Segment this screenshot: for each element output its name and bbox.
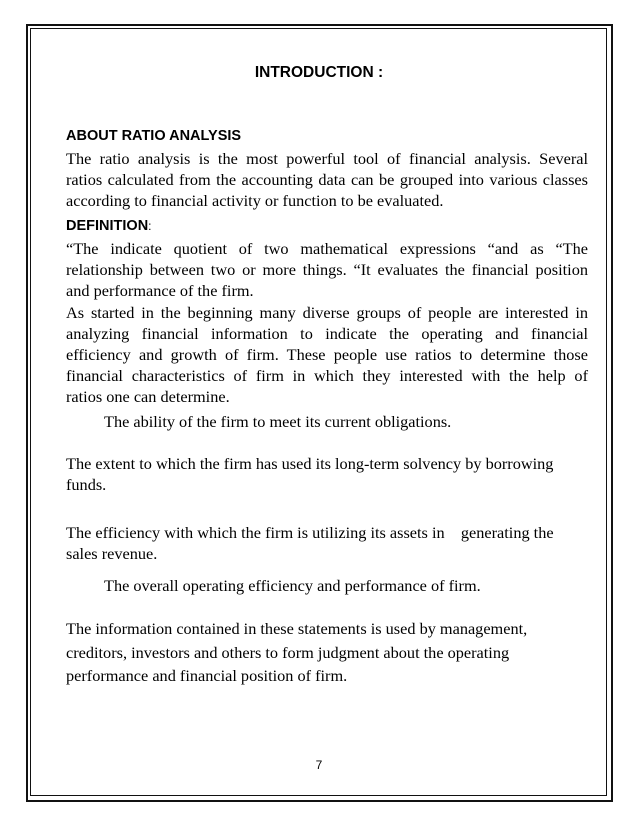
closing-line: The information contained in these statements is used by management,: [66, 619, 528, 638]
closing-line: creditors, investors and others to form judgment about the operating: [66, 642, 510, 662]
definition-line: financial characteristics of firm in which they interested with the help of: [66, 366, 588, 386]
point-line: The extent to which the firm has used its long-term solvency by borrowing: [66, 454, 554, 473]
definition-heading-colon: :: [148, 219, 152, 233]
definition-line: As started in the beginning many diverse groups of people are interested in: [66, 302, 588, 322]
definition-line: relationship between two or more things. “It evaluates the financial position: [66, 260, 588, 280]
point-asset-efficiency: [66, 522, 588, 564]
definition-heading: [66, 218, 152, 234]
closing-paragraph: [66, 617, 588, 688]
about-line: ratios calculated from the accounting data can be grouped into various classes: [66, 170, 588, 190]
about-line: The ratio analysis is the most powerful tool of financial analysis. Several: [66, 149, 588, 168]
definition-heading-text: DEFINITION: [66, 218, 149, 234]
point-long-term-solvency: [66, 453, 588, 495]
about-line: according to financial activity or function to be evaluated.: [66, 191, 444, 211]
point-line: sales revenue.: [66, 544, 158, 564]
definition-line: “The indicate quotient of two mathematical expressions “and as “The: [66, 239, 588, 258]
point-overall-efficiency: The overall operating efficiency and performance of firm.: [104, 576, 481, 595]
closing-line: performance and financial position of firm.: [66, 666, 348, 685]
page-number: 7: [315, 758, 323, 772]
point-current-obligations: The ability of the firm to meet its current obligations.: [104, 412, 452, 431]
point-line: funds.: [66, 475, 107, 495]
definition-line: and performance of the firm.: [66, 281, 254, 301]
definition-line: efficiency and growth of firm. These people use ratios to determine those: [66, 345, 588, 365]
definition-paragraph: [66, 238, 588, 408]
about-paragraph: [66, 148, 588, 212]
page-title: INTRODUCTION :: [254, 64, 384, 81]
about-heading: ABOUT RATIO ANALYSIS: [66, 128, 242, 144]
definition-line: analyzing financial information to indicate the operating and financial: [66, 323, 588, 343]
definition-line: ratios one can determine.: [66, 387, 230, 407]
point-line: The efficiency with which the firm is utilizing its assets in generating the: [66, 523, 554, 542]
